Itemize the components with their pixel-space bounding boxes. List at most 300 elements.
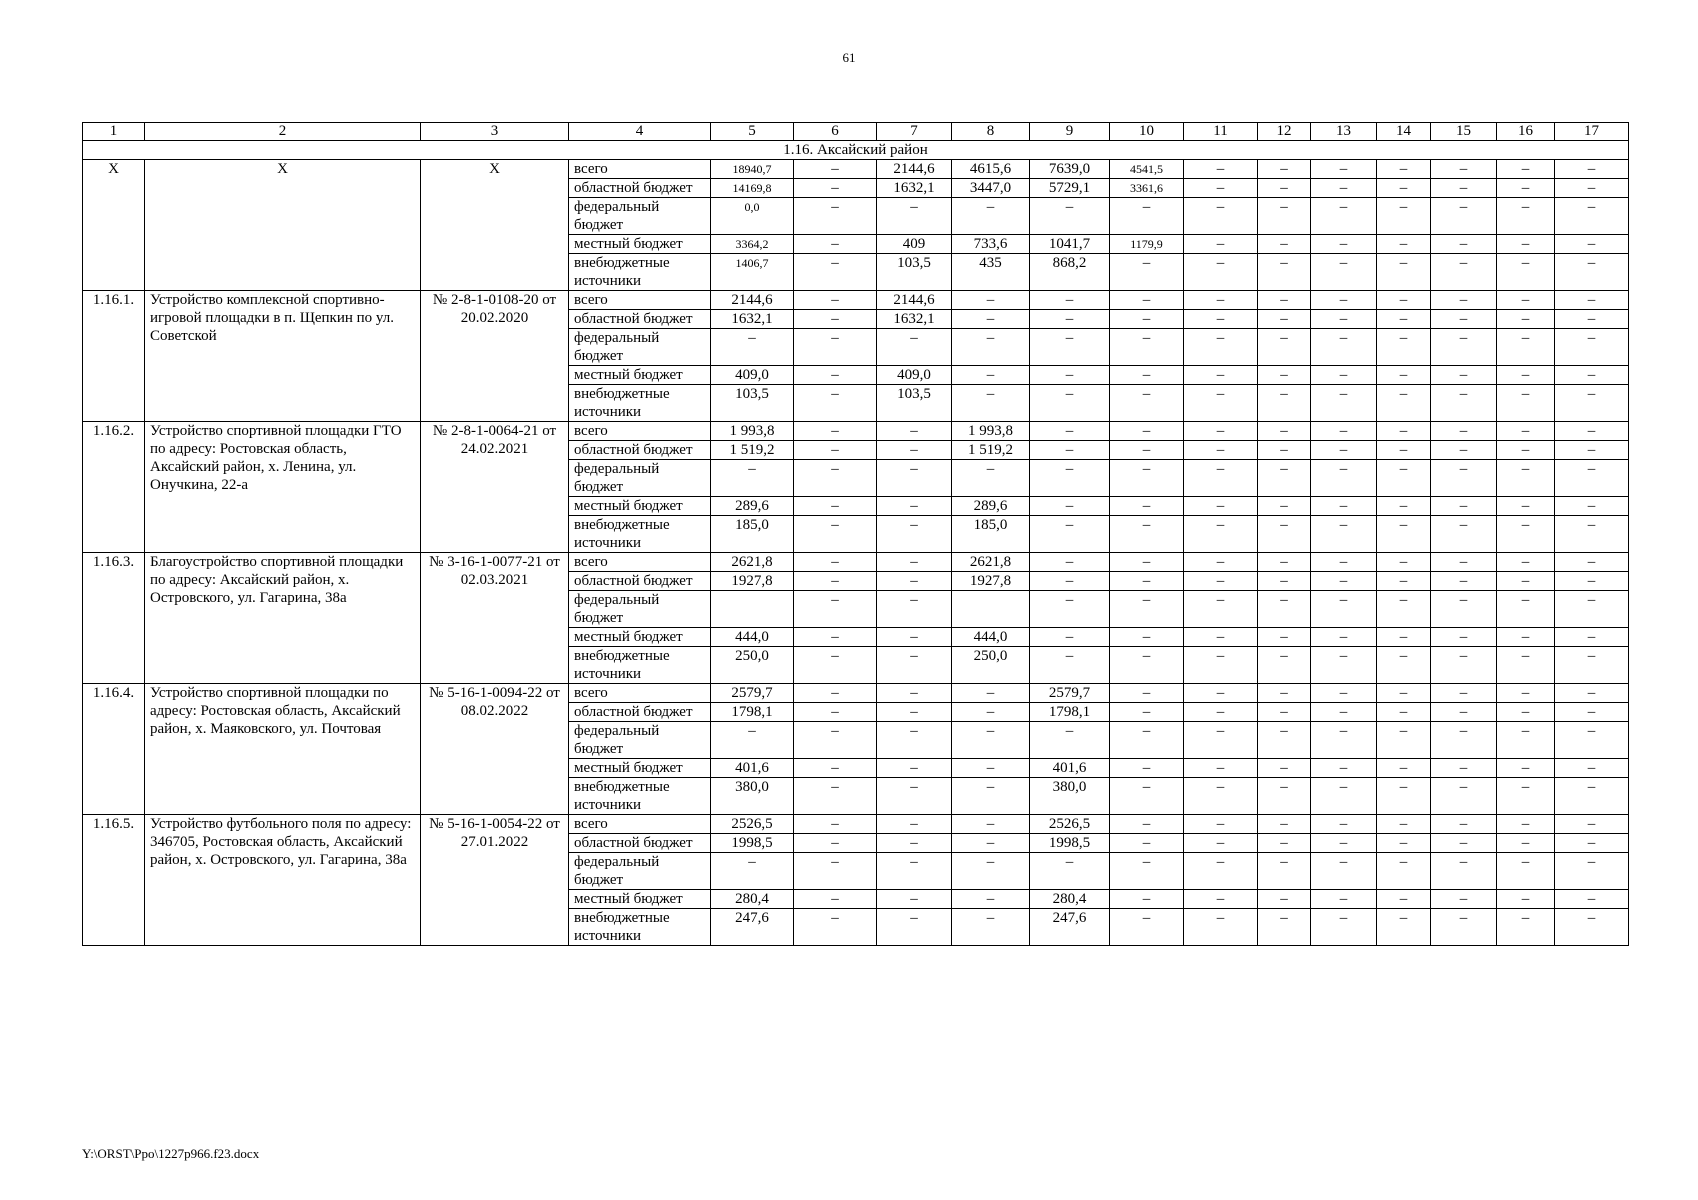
- column-number-cell: 11: [1184, 123, 1258, 141]
- value-cell: –: [1555, 310, 1629, 329]
- value-cell: –: [1431, 591, 1497, 628]
- column-number-cell: 13: [1311, 123, 1377, 141]
- value-cell: –: [1377, 591, 1431, 628]
- value-cell: –: [1497, 235, 1555, 254]
- permit-number: № 5-16-1-0094-22 от 08.02.2022: [421, 684, 569, 815]
- value-cell: –: [1311, 441, 1377, 460]
- value-cell: –: [1431, 703, 1497, 722]
- value-cell: 1179,9: [1110, 235, 1184, 254]
- funding-source: федеральный бюджет: [569, 329, 711, 366]
- value-cell: –: [1377, 684, 1431, 703]
- value-cell: –: [877, 497, 952, 516]
- value-cell: 185,0: [711, 516, 794, 553]
- column-number-cell: 14: [1377, 123, 1431, 141]
- value-cell: –: [1110, 497, 1184, 516]
- value-cell: –: [794, 516, 877, 553]
- value-cell: –: [1258, 198, 1311, 235]
- value-cell: –: [1555, 834, 1629, 853]
- value-cell: 1632,1: [877, 310, 952, 329]
- value-cell: –: [1184, 441, 1258, 460]
- value-cell: 280,4: [1030, 890, 1110, 909]
- value-cell: –: [1377, 778, 1431, 815]
- value-cell: –: [1184, 497, 1258, 516]
- value-cell: –: [1110, 703, 1184, 722]
- value-cell: –: [1497, 441, 1555, 460]
- value-cell: 868,2: [1030, 254, 1110, 291]
- item-number: X: [83, 160, 145, 291]
- value-cell: –: [952, 385, 1030, 422]
- value-cell: –: [1311, 778, 1377, 815]
- value-cell: 18940,7: [711, 160, 794, 179]
- value-cell: –: [1030, 460, 1110, 497]
- value-cell: –: [1258, 254, 1311, 291]
- value-cell: –: [1431, 647, 1497, 684]
- value-cell: –: [1497, 909, 1555, 946]
- value-cell: 3364,2: [711, 235, 794, 254]
- value-cell: –: [794, 778, 877, 815]
- value-cell: –: [1110, 441, 1184, 460]
- value-cell: –: [1555, 516, 1629, 553]
- value-cell: 444,0: [952, 628, 1030, 647]
- value-cell: –: [1258, 291, 1311, 310]
- value-cell: –: [1110, 647, 1184, 684]
- item-number: 1.16.2.: [83, 422, 145, 553]
- value-cell: –: [1377, 460, 1431, 497]
- value-cell: –: [1431, 179, 1497, 198]
- value-cell: –: [1110, 329, 1184, 366]
- value-cell: –: [1555, 553, 1629, 572]
- value-cell: –: [1311, 647, 1377, 684]
- value-cell: –: [1311, 853, 1377, 890]
- value-cell: [711, 591, 794, 628]
- column-number-cell: 7: [877, 123, 952, 141]
- value-cell: –: [1258, 909, 1311, 946]
- funding-source: федеральный бюджет: [569, 853, 711, 890]
- value-cell: –: [1311, 329, 1377, 366]
- value-cell: –: [794, 366, 877, 385]
- value-cell: –: [877, 722, 952, 759]
- value-cell: –: [1184, 647, 1258, 684]
- value-cell: –: [1184, 815, 1258, 834]
- value-cell: 103,5: [877, 385, 952, 422]
- value-cell: –: [1030, 366, 1110, 385]
- value-cell: –: [1258, 591, 1311, 628]
- funding-source: всего: [569, 160, 711, 179]
- value-cell: 1798,1: [1030, 703, 1110, 722]
- section-title: 1.16. Аксайский район: [83, 141, 1629, 160]
- table-row: [83, 553, 1629, 572]
- value-cell: –: [794, 235, 877, 254]
- value-cell: –: [1555, 853, 1629, 890]
- value-cell: –: [877, 422, 952, 441]
- value-cell: 1 993,8: [952, 422, 1030, 441]
- value-cell: –: [1030, 628, 1110, 647]
- value-cell: –: [1497, 722, 1555, 759]
- value-cell: –: [1311, 497, 1377, 516]
- funding-source: местный бюджет: [569, 497, 711, 516]
- value-cell: –: [1555, 422, 1629, 441]
- value-cell: 1632,1: [711, 310, 794, 329]
- value-cell: 401,6: [711, 759, 794, 778]
- value-cell: –: [1431, 684, 1497, 703]
- permit-number: № 5-16-1-0054-22 от 27.01.2022: [421, 815, 569, 946]
- column-number-cell: 3: [421, 123, 569, 141]
- value-cell: –: [794, 628, 877, 647]
- value-cell: –: [1311, 460, 1377, 497]
- page-number: 61: [842, 50, 856, 65]
- value-cell: –: [1110, 909, 1184, 946]
- value-cell: –: [1258, 516, 1311, 553]
- value-cell: –: [1555, 703, 1629, 722]
- object-name: Благоустройство спортивной площадки по адресу: Аксайский район, х. Островского, ул. Гагарина, 38а: [145, 553, 421, 684]
- value-cell: –: [952, 909, 1030, 946]
- value-cell: –: [1030, 591, 1110, 628]
- value-cell: –: [1555, 647, 1629, 684]
- item-number: 1.16.1.: [83, 291, 145, 422]
- value-cell: –: [952, 815, 1030, 834]
- value-cell: –: [1311, 591, 1377, 628]
- value-cell: 4615,6: [952, 160, 1030, 179]
- value-cell: –: [1311, 553, 1377, 572]
- value-cell: –: [1555, 329, 1629, 366]
- value-cell: –: [1497, 198, 1555, 235]
- value-cell: –: [952, 310, 1030, 329]
- permit-number: № 2-8-1-0108-20 от 20.02.2020: [421, 291, 569, 422]
- value-cell: 250,0: [711, 647, 794, 684]
- value-cell: –: [1030, 853, 1110, 890]
- budget-table: [82, 122, 1629, 946]
- funding-source: всего: [569, 815, 711, 834]
- value-cell: –: [794, 385, 877, 422]
- value-cell: –: [1431, 572, 1497, 591]
- value-cell: –: [1184, 235, 1258, 254]
- value-cell: –: [1555, 497, 1629, 516]
- value-cell: –: [1030, 553, 1110, 572]
- value-cell: –: [1377, 703, 1431, 722]
- value-cell: 1041,7: [1030, 235, 1110, 254]
- funding-source: федеральный бюджет: [569, 198, 711, 235]
- value-cell: –: [1431, 460, 1497, 497]
- value-cell: –: [1377, 291, 1431, 310]
- value-cell: –: [1258, 628, 1311, 647]
- value-cell: –: [1377, 516, 1431, 553]
- value-cell: –: [1030, 497, 1110, 516]
- value-cell: –: [711, 722, 794, 759]
- value-cell: –: [877, 909, 952, 946]
- value-cell: 1406,7: [711, 254, 794, 291]
- value-cell: 14169,8: [711, 179, 794, 198]
- value-cell: –: [952, 890, 1030, 909]
- value-cell: 2526,5: [711, 815, 794, 834]
- value-cell: –: [1377, 497, 1431, 516]
- funding-source: федеральный бюджет: [569, 460, 711, 497]
- value-cell: 733,6: [952, 235, 1030, 254]
- value-cell: –: [1555, 591, 1629, 628]
- value-cell: –: [1258, 553, 1311, 572]
- funding-source: областной бюджет: [569, 834, 711, 853]
- value-cell: –: [1311, 684, 1377, 703]
- value-cell: –: [1030, 441, 1110, 460]
- funding-source: областной бюджет: [569, 310, 711, 329]
- value-cell: –: [1431, 834, 1497, 853]
- value-cell: –: [1497, 778, 1555, 815]
- column-number-cell: 9: [1030, 123, 1110, 141]
- value-cell: –: [1311, 572, 1377, 591]
- funding-source: внебюджетные источники: [569, 254, 711, 291]
- value-cell: –: [1110, 853, 1184, 890]
- value-cell: –: [877, 759, 952, 778]
- value-cell: –: [1377, 310, 1431, 329]
- value-cell: –: [1431, 853, 1497, 890]
- value-cell: –: [952, 722, 1030, 759]
- value-cell: –: [1497, 179, 1555, 198]
- object-name: Устройство футбольного поля по адресу: 346705, Ростовская область, Аксайский район, х. Островского, ул. Гагарина, 38а: [145, 815, 421, 946]
- value-cell: –: [1555, 460, 1629, 497]
- item-number: 1.16.4.: [83, 684, 145, 815]
- value-cell: –: [1377, 254, 1431, 291]
- value-cell: –: [1311, 834, 1377, 853]
- value-cell: –: [1431, 497, 1497, 516]
- value-cell: –: [1184, 572, 1258, 591]
- value-cell: –: [877, 890, 952, 909]
- value-cell: –: [794, 329, 877, 366]
- value-cell: –: [1555, 815, 1629, 834]
- value-cell: –: [1555, 198, 1629, 235]
- value-cell: –: [1431, 759, 1497, 778]
- value-cell: –: [1258, 366, 1311, 385]
- value-cell: –: [1258, 160, 1311, 179]
- value-cell: –: [877, 329, 952, 366]
- value-cell: –: [1110, 310, 1184, 329]
- value-cell: –: [1431, 909, 1497, 946]
- value-cell: –: [1258, 385, 1311, 422]
- value-cell: –: [1555, 291, 1629, 310]
- value-cell: –: [1184, 628, 1258, 647]
- value-cell: –: [1377, 198, 1431, 235]
- value-cell: –: [1377, 235, 1431, 254]
- value-cell: –: [1184, 254, 1258, 291]
- value-cell: –: [1555, 254, 1629, 291]
- value-cell: –: [877, 198, 952, 235]
- item-number: 1.16.3.: [83, 553, 145, 684]
- value-cell: –: [1110, 572, 1184, 591]
- value-cell: –: [1311, 366, 1377, 385]
- column-number-cell: 2: [145, 123, 421, 141]
- value-cell: –: [1030, 291, 1110, 310]
- permit-number: № 3-16-1-0077-21 от 02.03.2021: [421, 553, 569, 684]
- table-row: [83, 684, 1629, 703]
- value-cell: –: [1184, 834, 1258, 853]
- value-cell: –: [1431, 422, 1497, 441]
- value-cell: –: [794, 254, 877, 291]
- value-cell: –: [1311, 703, 1377, 722]
- value-cell: –: [1555, 179, 1629, 198]
- value-cell: –: [711, 329, 794, 366]
- value-cell: –: [1258, 722, 1311, 759]
- value-cell: –: [1258, 572, 1311, 591]
- value-cell: 0,0: [711, 198, 794, 235]
- value-cell: 435: [952, 254, 1030, 291]
- value-cell: –: [952, 759, 1030, 778]
- value-cell: –: [1555, 160, 1629, 179]
- value-cell: –: [1497, 291, 1555, 310]
- value-cell: –: [1497, 890, 1555, 909]
- value-cell: –: [1311, 310, 1377, 329]
- value-cell: –: [794, 722, 877, 759]
- value-cell: 289,6: [952, 497, 1030, 516]
- value-cell: –: [1030, 647, 1110, 684]
- value-cell: –: [1258, 778, 1311, 815]
- value-cell: 1998,5: [1030, 834, 1110, 853]
- column-number-cell: 10: [1110, 123, 1184, 141]
- value-cell: –: [1497, 553, 1555, 572]
- value-cell: –: [1377, 329, 1431, 366]
- value-cell: –: [1555, 628, 1629, 647]
- value-cell: –: [1110, 890, 1184, 909]
- value-cell: –: [1030, 572, 1110, 591]
- value-cell: –: [1184, 422, 1258, 441]
- value-cell: –: [1030, 310, 1110, 329]
- value-cell: –: [1110, 291, 1184, 310]
- funding-source: местный бюджет: [569, 628, 711, 647]
- value-cell: –: [1377, 572, 1431, 591]
- value-cell: 380,0: [1030, 778, 1110, 815]
- funding-source: внебюджетные источники: [569, 516, 711, 553]
- value-cell: –: [1184, 516, 1258, 553]
- value-cell: –: [877, 778, 952, 815]
- funding-source: внебюджетные источники: [569, 909, 711, 946]
- column-number-cell: 5: [711, 123, 794, 141]
- value-cell: –: [1497, 759, 1555, 778]
- value-cell: –: [1311, 385, 1377, 422]
- value-cell: –: [1377, 553, 1431, 572]
- value-cell: –: [794, 497, 877, 516]
- value-cell: 2526,5: [1030, 815, 1110, 834]
- value-cell: 444,0: [711, 628, 794, 647]
- value-cell: 2579,7: [711, 684, 794, 703]
- value-cell: –: [1258, 853, 1311, 890]
- value-cell: –: [1258, 310, 1311, 329]
- value-cell: –: [794, 198, 877, 235]
- value-cell: –: [1258, 703, 1311, 722]
- value-cell: –: [794, 853, 877, 890]
- value-cell: –: [1110, 759, 1184, 778]
- value-cell: –: [1555, 722, 1629, 759]
- value-cell: –: [1110, 385, 1184, 422]
- value-cell: –: [1184, 460, 1258, 497]
- value-cell: –: [711, 853, 794, 890]
- value-cell: 103,5: [711, 385, 794, 422]
- value-cell: –: [1311, 291, 1377, 310]
- section-row: [83, 141, 1629, 160]
- value-cell: –: [1110, 628, 1184, 647]
- value-cell: –: [877, 703, 952, 722]
- value-cell: 5729,1: [1030, 179, 1110, 198]
- column-number-cell: 17: [1555, 123, 1629, 141]
- funding-source: местный бюджет: [569, 759, 711, 778]
- value-cell: –: [1555, 890, 1629, 909]
- value-cell: –: [1030, 722, 1110, 759]
- value-cell: 289,6: [711, 497, 794, 516]
- value-cell: –: [1377, 385, 1431, 422]
- column-number-cell: 4: [569, 123, 711, 141]
- value-cell: –: [794, 684, 877, 703]
- value-cell: –: [794, 572, 877, 591]
- value-cell: –: [1184, 703, 1258, 722]
- value-cell: –: [1311, 759, 1377, 778]
- value-cell: –: [1497, 160, 1555, 179]
- value-cell: 409,0: [711, 366, 794, 385]
- value-cell: –: [1377, 647, 1431, 684]
- value-cell: –: [1311, 198, 1377, 235]
- value-cell: 2144,6: [877, 160, 952, 179]
- value-cell: 1927,8: [952, 572, 1030, 591]
- value-cell: –: [1311, 254, 1377, 291]
- value-cell: –: [1110, 778, 1184, 815]
- value-cell: 7639,0: [1030, 160, 1110, 179]
- value-cell: 1632,1: [877, 179, 952, 198]
- value-cell: –: [1431, 254, 1497, 291]
- value-cell: –: [1184, 684, 1258, 703]
- value-cell: –: [1110, 815, 1184, 834]
- value-cell: –: [1497, 254, 1555, 291]
- value-cell: –: [1030, 329, 1110, 366]
- value-cell: –: [952, 684, 1030, 703]
- value-cell: –: [1184, 160, 1258, 179]
- value-cell: –: [794, 179, 877, 198]
- value-cell: –: [1258, 684, 1311, 703]
- value-cell: –: [1184, 310, 1258, 329]
- value-cell: –: [794, 890, 877, 909]
- funding-source: федеральный бюджет: [569, 722, 711, 759]
- value-cell: –: [1311, 628, 1377, 647]
- value-cell: 1798,1: [711, 703, 794, 722]
- value-cell: –: [794, 291, 877, 310]
- value-cell: –: [877, 572, 952, 591]
- table-row: [83, 160, 1629, 179]
- value-cell: 2144,6: [877, 291, 952, 310]
- value-cell: –: [1110, 516, 1184, 553]
- value-cell: –: [1184, 385, 1258, 422]
- column-number-cell: 16: [1497, 123, 1555, 141]
- permit-number: № 2-8-1-0064-21 от 24.02.2021: [421, 422, 569, 553]
- funding-source: областной бюджет: [569, 572, 711, 591]
- value-cell: –: [794, 909, 877, 946]
- value-cell: –: [1377, 441, 1431, 460]
- funding-source: местный бюджет: [569, 366, 711, 385]
- value-cell: –: [1431, 441, 1497, 460]
- value-cell: –: [1497, 385, 1555, 422]
- value-cell: –: [952, 834, 1030, 853]
- column-number-cell: 6: [794, 123, 877, 141]
- value-cell: –: [1497, 366, 1555, 385]
- value-cell: –: [711, 460, 794, 497]
- value-cell: 2621,8: [711, 553, 794, 572]
- value-cell: –: [1377, 890, 1431, 909]
- value-cell: –: [1311, 516, 1377, 553]
- value-cell: –: [1555, 385, 1629, 422]
- value-cell: –: [1030, 198, 1110, 235]
- value-cell: 1 519,2: [952, 441, 1030, 460]
- value-cell: 3361,6: [1110, 179, 1184, 198]
- value-cell: –: [1431, 890, 1497, 909]
- value-cell: –: [1555, 909, 1629, 946]
- value-cell: –: [877, 628, 952, 647]
- value-cell: –: [1431, 778, 1497, 815]
- value-cell: –: [1377, 179, 1431, 198]
- value-cell: –: [1110, 254, 1184, 291]
- value-cell: –: [1258, 179, 1311, 198]
